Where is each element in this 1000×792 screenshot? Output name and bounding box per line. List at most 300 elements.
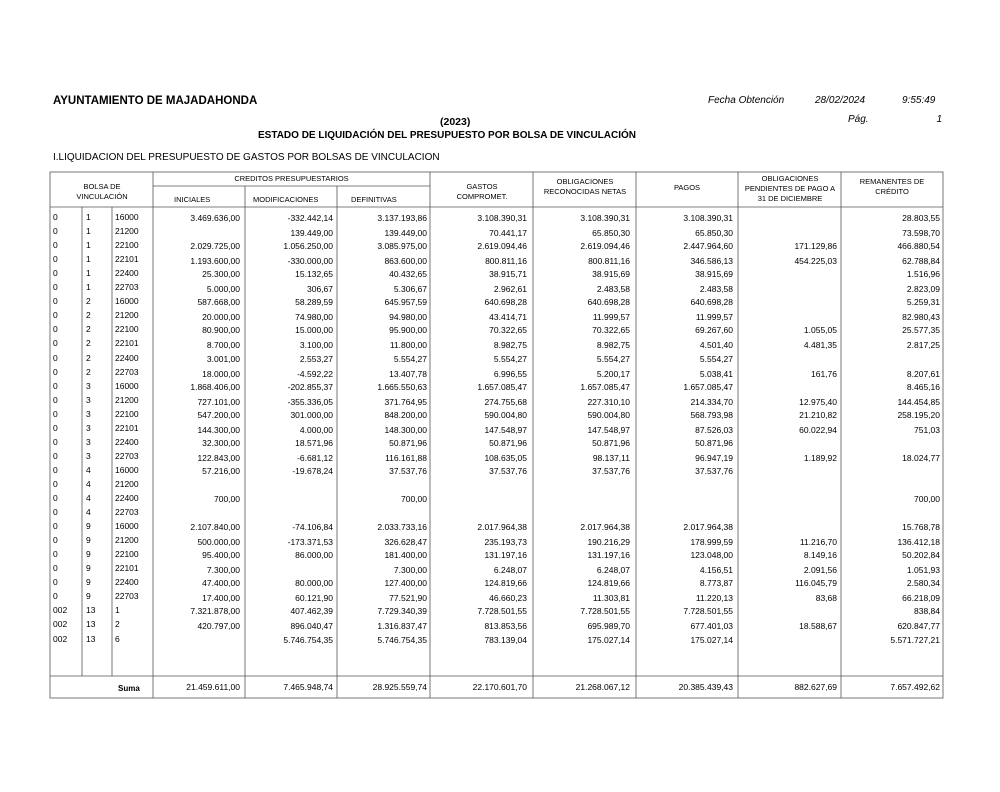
cell-definitivas: 116.161,88 <box>385 452 427 463</box>
cell-iniciales: 2.107.840,00 <box>190 522 240 533</box>
cell-economica: 22400 <box>115 493 139 503</box>
cell-grupo: 3 <box>86 436 91 447</box>
col-pagos: PAGOS <box>673 183 701 192</box>
cell-pendientes: 1.055,05 <box>803 325 837 336</box>
cell-org: 0 <box>53 493 58 503</box>
report-subtitle: I.LIQUIDACION DEL PRESUPUESTO DE GASTOS POR BOLSAS DE VINCULACION <box>53 152 440 163</box>
cell-economica: 22703 <box>115 591 139 602</box>
cell-economica: 22101 <box>115 422 139 433</box>
cell-obligaciones: 175.027,14 <box>587 634 630 645</box>
cell-definitivas: 77.521,90 <box>389 593 427 604</box>
cell-gastos: 3.108.390,31 <box>477 213 527 223</box>
cell-gastos: 2.619.094,46 <box>477 241 527 252</box>
cell-gastos: 108.635,05 <box>484 452 527 463</box>
cell-remanentes: 5.571.727,21 <box>890 634 940 645</box>
table-row <box>0 395 1000 408</box>
cell-economica: 16000 <box>115 296 139 307</box>
cell-gastos: 8.982,75 <box>493 340 527 351</box>
cell-iniciales: 727.101,00 <box>197 396 240 407</box>
table-row <box>0 619 1000 632</box>
cell-definitivas: 3.137.193,86 <box>377 213 427 223</box>
cell-economica: 22100 <box>115 549 139 560</box>
cell-modificaciones: -173.371,53 <box>287 537 333 548</box>
cell-grupo: 13 <box>86 619 96 630</box>
cell-definitivas: 95.900,00 <box>389 325 427 336</box>
cell-iniciales: 1.193.600,00 <box>190 256 240 267</box>
cell-modificaciones: 80.000,00 <box>295 578 333 589</box>
cell-definitivas: 40.432,65 <box>389 269 427 280</box>
table-row <box>0 409 1000 422</box>
cell-economica: 16000 <box>115 521 139 532</box>
table-row <box>0 437 1000 450</box>
cell-iniciales: 18.000,00 <box>202 368 240 379</box>
table-row <box>0 549 1000 562</box>
cell-grupo: 2 <box>86 324 91 335</box>
cell-pagos: 11.220,13 <box>695 593 733 604</box>
cell-org: 0 <box>53 408 58 419</box>
cell-remanentes: 1.516,96 <box>906 269 940 280</box>
cell-gastos: 43.414,71 <box>489 312 527 323</box>
cell-grupo: 1 <box>86 282 91 293</box>
table-row <box>0 605 1000 618</box>
cell-obligaciones: 1.657.085,47 <box>580 381 630 392</box>
cell-obligaciones: 3.108.390,31 <box>580 213 630 223</box>
cell-remanentes: 2.580,34 <box>906 578 940 589</box>
cell-org: 002 <box>53 633 68 644</box>
cell-iniciales: 57.216,00 <box>202 465 240 476</box>
table-row <box>0 465 1000 478</box>
total-modificaciones: 7.465.948,74 <box>283 682 333 692</box>
table-row <box>0 240 1000 253</box>
cell-economica: 21200 <box>115 394 139 405</box>
cell-economica: 22400 <box>115 268 139 279</box>
cell-pendientes: 18.588,67 <box>799 621 837 632</box>
cell-definitivas: 700,00 <box>401 494 427 504</box>
cell-pendientes: 11.216,70 <box>799 537 837 548</box>
cell-obligaciones: 640.698,28 <box>587 297 630 308</box>
cell-definitivas: 863.600,00 <box>384 256 427 267</box>
cell-grupo: 9 <box>86 563 91 574</box>
cell-modificaciones: 15.000,00 <box>295 325 333 336</box>
cell-definitivas: 139.449,00 <box>384 228 427 239</box>
cell-org: 0 <box>53 226 58 237</box>
cell-remanentes: 5.259,31 <box>906 297 940 308</box>
cell-economica: 21200 <box>115 535 139 546</box>
cell-definitivas: 50.871,96 <box>389 437 427 448</box>
cell-modificaciones: 1.056.250,00 <box>283 241 333 252</box>
cell-economica: 22703 <box>115 366 139 377</box>
cell-grupo: 13 <box>86 633 96 644</box>
cell-pagos: 5.554,27 <box>699 353 733 364</box>
table-row <box>0 507 1000 520</box>
cell-pagos: 69.267,60 <box>695 325 733 336</box>
cell-org: 0 <box>53 464 58 475</box>
cell-definitivas: 3.085.975,00 <box>377 241 427 252</box>
cell-iniciales: 3.001,00 <box>206 353 240 364</box>
cell-modificaciones: 2.553,27 <box>299 353 333 364</box>
cell-pagos: 11.999,57 <box>695 312 733 323</box>
cell-pendientes: 116.045,79 <box>795 578 837 589</box>
cell-obligaciones: 11.999,57 <box>592 312 630 323</box>
cell-gastos: 2.962,61 <box>493 284 527 295</box>
hora-value: 9:55:49 <box>902 95 936 106</box>
cell-iniciales: 17.400,00 <box>202 593 240 604</box>
table-row <box>0 591 1000 604</box>
cell-grupo: 1 <box>86 240 91 251</box>
cell-modificaciones: 306,67 <box>307 284 333 295</box>
cell-obligaciones: 227.310,10 <box>587 396 630 407</box>
cell-grupo: 13 <box>86 605 96 616</box>
col-obligaciones: OBLIGACIONES RECONOCIDAS NETAS <box>543 177 627 196</box>
cell-economica: 2 <box>115 619 120 630</box>
cell-definitivas: 848.200,00 <box>384 409 427 420</box>
cell-org: 0 <box>53 338 58 349</box>
cell-pagos: 96.947,19 <box>695 452 733 463</box>
cell-obligaciones: 5.200,17 <box>596 368 630 379</box>
cell-modificaciones: 301.000,00 <box>290 409 333 420</box>
cell-pagos: 5.038,41 <box>699 368 733 379</box>
cell-gastos: 235.193,73 <box>484 537 527 548</box>
cell-obligaciones: 6.248,07 <box>596 565 630 576</box>
cell-org: 0 <box>53 296 58 307</box>
total-iniciales: 21.459.611,00 <box>186 682 240 692</box>
cell-org: 0 <box>53 507 58 518</box>
cell-definitivas: 11.800,00 <box>389 340 427 351</box>
table-row <box>0 310 1000 323</box>
cell-gastos: 590.004,80 <box>484 409 527 420</box>
table-row <box>0 367 1000 380</box>
cell-definitivas: 2.033.733,16 <box>377 522 427 533</box>
cell-grupo: 9 <box>86 521 91 532</box>
cell-pagos: 3.108.390,31 <box>683 213 733 223</box>
col-remanentes: REMANENTES DE CRÉDITO <box>859 177 925 196</box>
cell-gastos: 7.728.501,55 <box>477 606 527 617</box>
cell-definitivas: 37.537,76 <box>389 465 427 476</box>
cell-grupo: 9 <box>86 577 91 588</box>
cell-economica: 16000 <box>115 464 139 475</box>
cell-org: 0 <box>53 254 58 265</box>
cell-org: 0 <box>53 212 58 222</box>
cell-org: 0 <box>53 324 58 335</box>
cell-economica: 16000 <box>115 380 139 391</box>
cell-modificaciones: 60.121,90 <box>295 593 333 604</box>
cell-pagos: 123.048,00 <box>690 550 733 561</box>
cell-iniciales: 1.868.406,00 <box>190 381 240 392</box>
cell-gastos: 38.915,71 <box>489 269 527 280</box>
cell-iniciales: 32.300,00 <box>202 437 240 448</box>
cell-grupo: 3 <box>86 380 91 391</box>
cell-modificaciones: 5.746.754,35 <box>283 634 333 645</box>
cell-obligaciones: 2.619.094,46 <box>580 241 630 252</box>
cell-modificaciones: -332.442,14 <box>287 213 333 223</box>
cell-org: 002 <box>53 605 68 616</box>
cell-economica: 21200 <box>115 226 139 237</box>
cell-modificaciones: 4.000,00 <box>299 424 333 435</box>
cell-obligaciones: 7.728.501,55 <box>580 606 630 617</box>
cell-gastos: 124.819,66 <box>484 578 527 589</box>
cell-definitivas: 5.306,67 <box>393 284 427 295</box>
cell-pagos: 4.501,40 <box>699 340 733 351</box>
cell-obligaciones: 590.004,80 <box>587 409 630 420</box>
cell-remanentes: 838,84 <box>914 606 940 617</box>
cell-obligaciones: 98.137,11 <box>592 452 630 463</box>
cell-modificaciones: 74.980,00 <box>295 312 333 323</box>
cell-grupo: 4 <box>86 493 91 503</box>
cell-economica: 21200 <box>115 478 139 489</box>
cell-pagos: 677.401,03 <box>690 621 733 632</box>
cell-modificaciones: 86.000,00 <box>295 550 333 561</box>
cell-iniciales: 144.300,00 <box>197 424 240 435</box>
cell-obligaciones: 65.850,30 <box>592 228 630 239</box>
cell-org: 0 <box>53 268 58 279</box>
cell-gastos: 783.139,04 <box>484 634 527 645</box>
cell-obligaciones: 37.537,76 <box>592 465 630 476</box>
table-row <box>0 577 1000 590</box>
cell-grupo: 1 <box>86 268 91 279</box>
cell-economica: 22101 <box>115 338 139 349</box>
table-row <box>0 254 1000 267</box>
table-row <box>0 381 1000 394</box>
cell-org: 0 <box>53 478 58 489</box>
col-modificaciones: MODIFICACIONES <box>253 195 319 204</box>
cell-gastos: 800.811,16 <box>485 256 527 267</box>
cell-definitivas: 5.746.754,35 <box>377 634 427 645</box>
table-row <box>0 563 1000 576</box>
cell-economica: 22400 <box>115 436 139 447</box>
cell-obligaciones: 11.303,81 <box>592 593 630 604</box>
cell-remanentes: 258.195,20 <box>897 409 940 420</box>
cell-economica: 22101 <box>115 254 139 265</box>
cell-remanentes: 1.051,93 <box>906 565 940 576</box>
cell-modificaciones: 139.449,00 <box>290 228 333 239</box>
cell-gastos: 2.017.964,38 <box>477 522 527 533</box>
cell-grupo: 3 <box>86 408 91 419</box>
cell-grupo: 3 <box>86 450 91 461</box>
cell-remanentes: 2.817,25 <box>906 340 940 351</box>
cell-economica: 1 <box>115 605 120 616</box>
cell-pendientes: 2.091,56 <box>803 565 837 576</box>
col-pendientes: OBLIGACIONES PENDIENTES DE PAGO A 31 DE DICIEMBRE <box>744 174 836 203</box>
cell-remanentes: 28.803,55 <box>902 213 940 223</box>
table-row <box>0 451 1000 464</box>
cell-definitivas: 7.729.340,39 <box>377 606 427 617</box>
cell-modificaciones: -74.106,84 <box>292 522 333 533</box>
cell-pagos: 8.773,87 <box>699 578 733 589</box>
cell-org: 0 <box>53 549 58 560</box>
cell-pagos: 640.698,28 <box>690 297 733 308</box>
cell-definitivas: 13.407,78 <box>389 368 427 379</box>
cell-pagos: 87.526,03 <box>695 424 733 435</box>
cell-definitivas: 5.554,27 <box>393 353 427 364</box>
cell-definitivas: 326.628,47 <box>384 537 427 548</box>
cell-pendientes: 60.022,94 <box>799 424 837 435</box>
cell-org: 0 <box>53 352 58 363</box>
col-definitivas: DEFINITIVAS <box>351 195 397 204</box>
cell-modificaciones: -19.678,24 <box>292 465 333 476</box>
cell-pagos: 346.586,13 <box>690 256 733 267</box>
cell-grupo: 4 <box>86 507 91 518</box>
cell-org: 0 <box>53 436 58 447</box>
cell-iniciales: 95.400,00 <box>202 550 240 561</box>
cell-gastos: 5.554,27 <box>493 353 527 364</box>
cell-modificaciones: 18.571,96 <box>295 437 333 448</box>
cell-remanentes: 144.454,85 <box>897 396 940 407</box>
total-gastos: 22.170.601,70 <box>472 682 527 692</box>
cell-obligaciones: 2.483,58 <box>596 284 630 295</box>
cell-remanentes: 66.218,09 <box>902 593 940 604</box>
fecha-label: Fecha Obtención <box>708 95 785 106</box>
cell-remanentes: 50.202,84 <box>902 550 940 561</box>
cell-gastos: 274.755,68 <box>484 396 527 407</box>
cell-pagos: 2.483,58 <box>699 284 733 295</box>
cell-pendientes: 12.975,40 <box>799 396 837 407</box>
cell-pagos: 2.017.964,38 <box>683 522 733 533</box>
table-row <box>0 338 1000 351</box>
cell-iniciales: 5.000,00 <box>206 284 240 295</box>
cell-org: 0 <box>53 380 58 391</box>
report-year: (2023) <box>440 116 471 128</box>
page-number: 1 <box>936 114 942 125</box>
cell-economica: 22101 <box>115 563 139 574</box>
cell-modificaciones: -202.855,37 <box>287 381 333 392</box>
total-remanentes: 7.657.492,62 <box>890 682 940 692</box>
cell-iniciales: 25.300,00 <box>202 269 240 280</box>
cell-gastos: 147.548,97 <box>484 424 527 435</box>
cell-org: 0 <box>53 394 58 405</box>
total-pendientes: 882.627,69 <box>794 682 837 692</box>
report-title: ESTADO DE LIQUIDACIÓN DEL PRESUPUESTO POR BOLSA DE VINCULACIÓN <box>258 130 636 141</box>
cell-iniciales: 500.000,00 <box>197 537 240 548</box>
cell-iniciales: 547.200,00 <box>197 409 240 420</box>
cell-modificaciones: 15.132,65 <box>295 269 333 280</box>
table-row <box>0 282 1000 295</box>
cell-remanentes: 18.024,77 <box>902 452 940 463</box>
cell-org: 0 <box>53 563 58 574</box>
cell-definitivas: 148.300,00 <box>384 424 427 435</box>
cell-pendientes: 171.129,86 <box>794 241 837 252</box>
cell-definitivas: 1.316.837,47 <box>377 621 427 632</box>
cell-economica: 21200 <box>115 310 139 321</box>
cell-pagos: 38.915,69 <box>695 269 733 280</box>
cell-pendientes: 1.189,92 <box>803 452 837 463</box>
cell-gastos: 6.248,07 <box>493 565 527 576</box>
cell-obligaciones: 70.322,65 <box>592 325 630 336</box>
total-obligaciones: 21.268.067,12 <box>575 682 630 692</box>
cell-remanentes: 73.598,70 <box>902 228 940 239</box>
cell-gastos: 1.657.085,47 <box>477 381 527 392</box>
cell-modificaciones: 407.462,39 <box>290 606 333 617</box>
cell-pagos: 175.027,14 <box>690 634 733 645</box>
cell-iniciales: 80.900,00 <box>202 325 240 336</box>
page-label: Pág. <box>848 114 869 125</box>
table-row <box>0 226 1000 239</box>
cell-pagos: 2.447.964,60 <box>683 241 733 252</box>
cell-iniciales: 700,00 <box>214 494 240 504</box>
cell-grupo: 4 <box>86 464 91 475</box>
cell-definitivas: 94.980,00 <box>389 312 427 323</box>
cell-grupo: 2 <box>86 296 91 307</box>
total-pagos: 20.385.439,43 <box>678 682 733 692</box>
cell-gastos: 37.537,76 <box>489 465 527 476</box>
cell-grupo: 2 <box>86 338 91 349</box>
cell-org: 0 <box>53 535 58 546</box>
cell-definitivas: 127.400,00 <box>384 578 427 589</box>
cell-remanentes: 620.847,77 <box>897 621 940 632</box>
cell-grupo: 4 <box>86 478 91 489</box>
cell-pagos: 568.793,98 <box>690 409 733 420</box>
cell-pagos: 1.657.085,47 <box>683 381 733 392</box>
col-iniciales: INICIALES <box>174 195 211 204</box>
cell-org: 0 <box>53 450 58 461</box>
cell-gastos: 50.871,96 <box>489 437 527 448</box>
cell-definitivas: 371.764,95 <box>384 396 427 407</box>
cell-iniciales: 420.797,00 <box>197 621 240 632</box>
cell-remanentes: 82.980,43 <box>902 312 940 323</box>
cell-economica: 22100 <box>115 408 139 419</box>
total-definitivas: 28.925.559,74 <box>372 682 427 692</box>
cell-gastos: 640.698,28 <box>484 297 527 308</box>
cell-modificaciones: -330.000,00 <box>287 256 333 267</box>
cell-modificaciones: 896.040,47 <box>290 621 333 632</box>
cell-grupo: 1 <box>86 254 91 265</box>
cell-org: 0 <box>53 521 58 532</box>
cell-iniciales: 20.000,00 <box>202 312 240 323</box>
cell-economica: 22703 <box>115 450 139 461</box>
col-creditos: CREDITOS PRESUPUESTARIOS <box>234 174 349 183</box>
cell-obligaciones: 5.554,27 <box>596 353 630 364</box>
cell-grupo: 3 <box>86 394 91 405</box>
cell-modificaciones: -6.681,12 <box>297 452 333 463</box>
cell-modificaciones: 58.289,59 <box>295 297 333 308</box>
col-gastos: GASTOS COMPROMET. <box>456 182 508 201</box>
cell-economica: 22703 <box>115 507 139 518</box>
cell-obligaciones: 8.982,75 <box>596 340 630 351</box>
cell-remanentes: 136.412,18 <box>897 537 940 548</box>
cell-economica: 22703 <box>115 282 139 293</box>
cell-iniciales: 47.400,00 <box>202 578 240 589</box>
cell-remanentes: 15.768,78 <box>902 522 940 533</box>
cell-economica: 16000 <box>115 212 139 222</box>
cell-iniciales: 7.321.878,00 <box>190 606 240 617</box>
cell-obligaciones: 2.017.964,38 <box>580 522 630 533</box>
cell-iniciales: 2.029.725,00 <box>190 241 240 252</box>
cell-iniciales: 7.300,00 <box>206 565 240 576</box>
table-row <box>0 353 1000 366</box>
cell-definitivas: 645.957,59 <box>384 297 427 308</box>
cell-gastos: 46.660,23 <box>489 593 527 604</box>
cell-pendientes: 161,76 <box>811 368 837 379</box>
cell-definitivas: 181.400,00 <box>384 550 427 561</box>
table-row <box>0 423 1000 436</box>
cell-definitivas: 1.665.550,63 <box>377 381 427 392</box>
cell-pagos: 4.156,51 <box>699 565 733 576</box>
cell-obligaciones: 38.915,69 <box>592 269 630 280</box>
cell-gastos: 813.853,56 <box>484 621 527 632</box>
table-row <box>0 479 1000 492</box>
cell-pendientes: 83,68 <box>815 593 837 604</box>
organization-name: AYUNTAMIENTO DE MAJADAHONDA <box>53 95 258 107</box>
cell-iniciales: 587.668,00 <box>197 297 240 308</box>
cell-remanentes: 25.577,35 <box>902 325 940 336</box>
cell-iniciales: 122.843,00 <box>197 452 240 463</box>
cell-grupo: 9 <box>86 591 91 602</box>
cell-org: 0 <box>53 366 58 377</box>
table-row <box>0 324 1000 337</box>
cell-economica: 22100 <box>115 324 139 335</box>
table-row <box>0 212 1000 225</box>
cell-economica: 22100 <box>115 240 139 251</box>
cell-obligaciones: 131.197,16 <box>587 550 630 561</box>
